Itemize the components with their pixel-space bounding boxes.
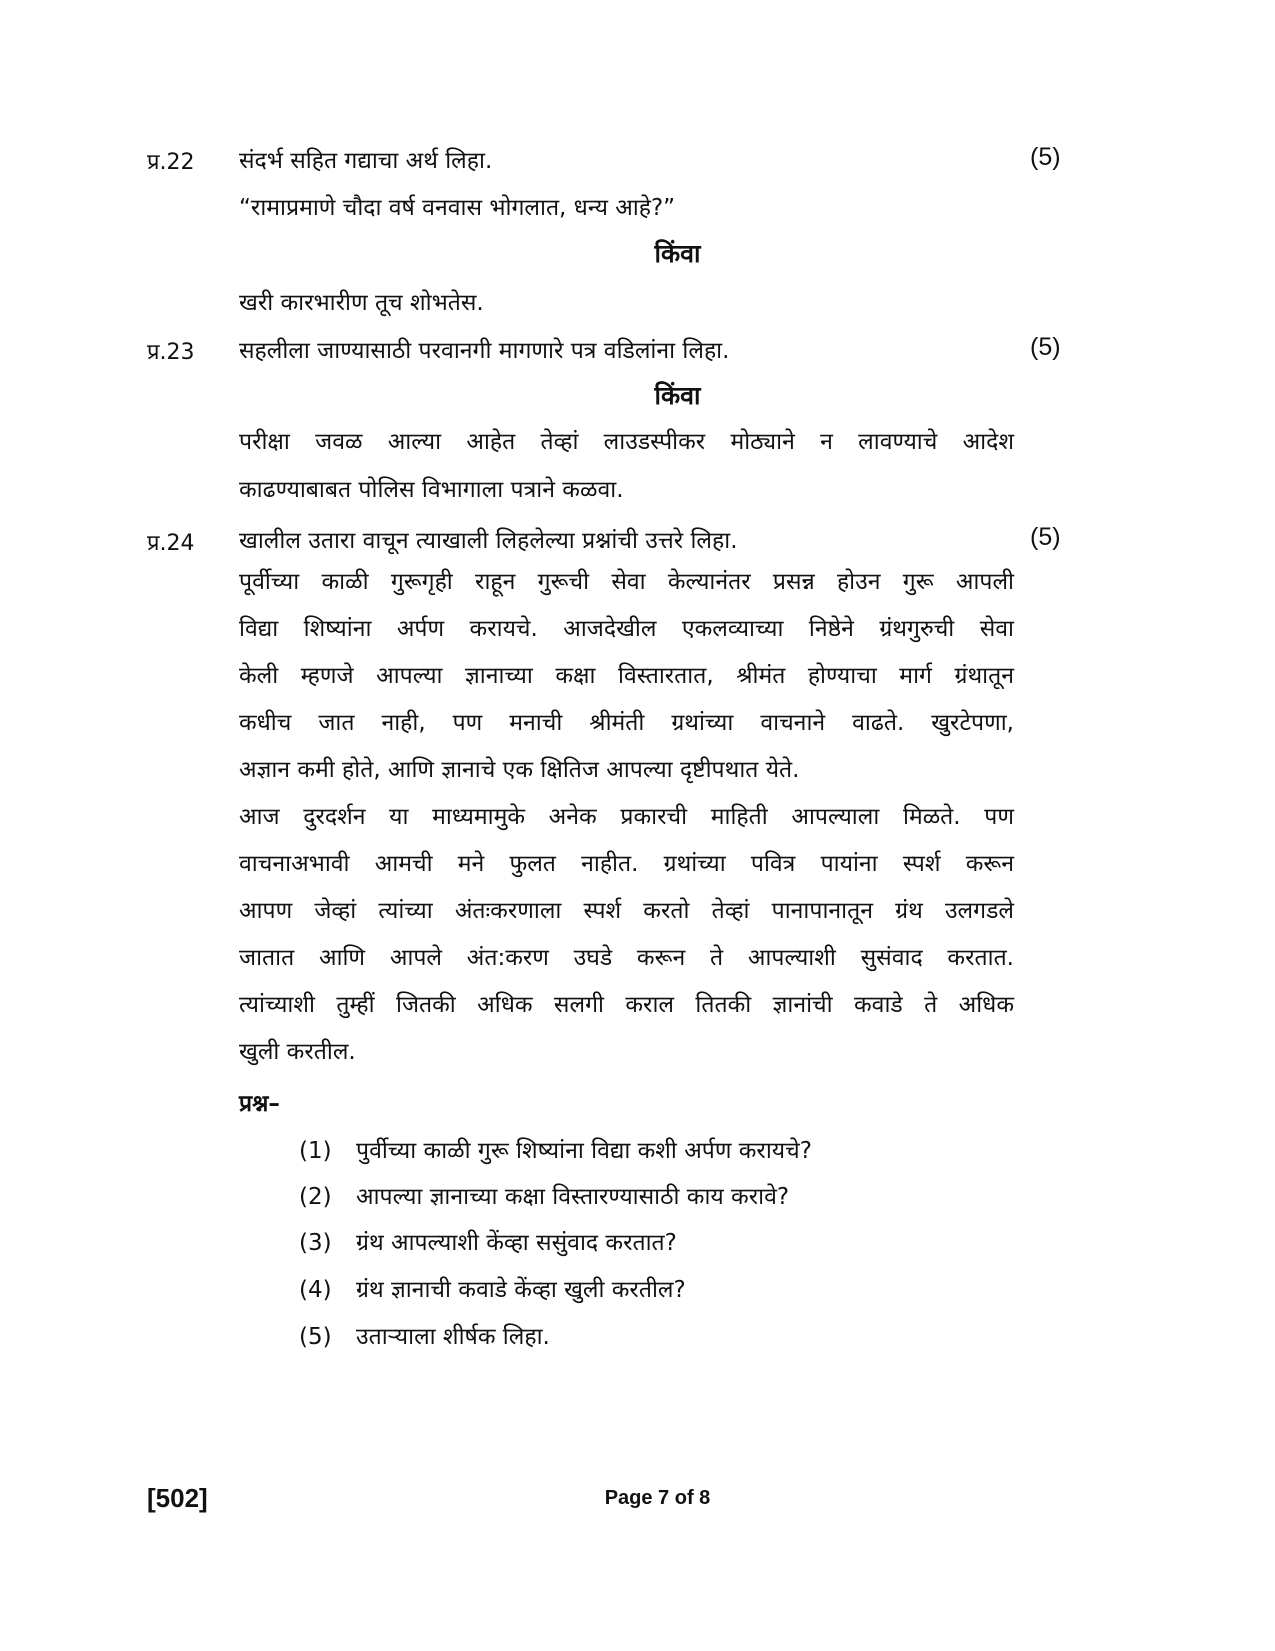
sub-question-4-text: ग्रंथ ज्ञानाची कवाडे केंव्हा खुली करतील? <box>356 1277 686 1303</box>
question-22-or-heading <box>0 236 1275 270</box>
question-23-or-heading <box>0 378 1275 412</box>
question-23-or-label: किंवा <box>654 381 701 410</box>
passage-para2-line-5: त्यांच्याशी तुम्हीं जितकी अधिक सलगी कराल तितकी ज्ञानांची कवाडे ते अधिक <box>239 992 1014 1018</box>
question-23-marks: (5) <box>1030 333 1061 361</box>
passage-para2-line-1: आज दुरदर्शन या माध्यमामुके अनेक प्रकारची माहिती आपल्याला मिळते. पण <box>239 804 1014 830</box>
sub-question-1-text: पुर्वीच्या काळी गुरू शिष्यांना विद्या कशी अर्पण करायचे? <box>356 1138 812 1164</box>
passage-para2-line-4: जातात आणि आपले अंत:करण उघडे करून ते आपल्याशी सुसंवाद करतात. <box>239 945 1014 971</box>
sub-question-1 <box>299 1133 812 1165</box>
sub-question-5-number: (5) <box>299 1324 332 1350</box>
paper-code: [502] <box>147 1483 208 1513</box>
passage-para2-line-3: आपण जेव्हां त्यांच्या अंतःकरणाला स्पर्श करतो तेव्हां पानापानातून ग्रंथ उलगडले <box>239 898 1014 924</box>
sub-question-4-number: (4) <box>299 1277 332 1303</box>
sub-question-3-number: (3) <box>299 1230 332 1256</box>
question-24-instruction: खालील उतारा वाचून त्याखाली लिहलेल्या प्रश्नांची उत्तरे लिहा. <box>239 528 738 554</box>
page-indicator <box>0 1487 1275 1510</box>
sub-question-4 <box>299 1272 686 1304</box>
question-22-or-label: किंवा <box>654 239 701 268</box>
passage-para2-line-6: खुली करतील. <box>239 1039 356 1065</box>
passage-para1-line-5: अज्ञान कमी होते, आणि ज्ञानाचे एक क्षितिज आपल्या दृष्टीपथात येते. <box>239 757 800 783</box>
question-23-instruction: सहलीला जाण्यासाठी परवानगी मागणारे पत्र वडिलांना लिहा. <box>239 338 730 364</box>
sub-question-5-text: उताऱ्याला शीर्षक लिहा. <box>356 1324 550 1350</box>
question-22-marks: (5) <box>1030 143 1061 171</box>
sub-question-5 <box>299 1319 550 1351</box>
question-23-alternative-line-2: काढण्याबाबत पोलिस विभागाला पत्राने कळवा. <box>239 477 624 503</box>
sub-question-1-number: (1) <box>299 1138 332 1164</box>
sub-question-3-text: ग्रंथ आपल्याशी केंव्हा ससुंवाद करतात? <box>356 1230 677 1256</box>
question-24-marks: (5) <box>1030 523 1061 551</box>
sub-question-2-text: आपल्या ज्ञानाच्या कक्षा विस्तारण्यासाठी काय करावे? <box>356 1184 790 1210</box>
passage-para1-line-1: पूर्वीच्या काळी गुरूगृही राहून गुरूची सेवा केल्यानंतर प्रसन्न होउन गुरू आपली <box>239 569 1014 595</box>
passage-para1-line-4: कधीच जात नाही, पण मनाची श्रीमंती ग्रथांच्या वाचनाने वाढते. खुरटेपणा, <box>239 710 1014 736</box>
sub-question-2 <box>299 1179 789 1211</box>
page-number-text: Page 7 of 8 <box>604 1487 711 1509</box>
question-22-alternative: खरी कारभारीण तूच शोभतेस. <box>239 290 484 316</box>
passage-para1-line-2: विद्या शिष्यांना अर्पण करायचे. आजदेखील एकलव्याच्या निष्ठेने ग्रंथगुरुची सेवा <box>239 616 1014 642</box>
question-23-number: प्र.23 <box>147 340 195 365</box>
question-23-alternative-line-1: परीक्षा जवळ आल्या आहेत तेव्हां लाउडस्पीकर मोठ्याने न लावण्याचे आदेश <box>239 429 1014 455</box>
question-22-instruction: संदर्भ सहित गद्याचा अर्थ लिहा. <box>239 148 493 174</box>
questions-label: प्रश्न– <box>239 1091 280 1117</box>
passage-para2-line-2: वाचनाअभावी आमची मने फुलत नाहीत. ग्रथांच्या पवित्र पायांना स्पर्श करून <box>239 851 1014 877</box>
question-24-number: प्र.24 <box>147 531 195 556</box>
passage-para1-line-3: केली म्हणजे आपल्या ज्ञानाच्या कक्षा विस्तारतात, श्रीमंत होण्याचा मार्ग ग्रंथातून <box>239 663 1014 689</box>
sub-question-2-number: (2) <box>299 1184 332 1210</box>
sub-question-3 <box>299 1225 677 1257</box>
question-22-quote: “रामाप्रमाणे चौदा वर्ष वनवास भोगलात, धन्य आहे?” <box>239 195 676 221</box>
question-22-number: प्र.22 <box>147 150 195 175</box>
